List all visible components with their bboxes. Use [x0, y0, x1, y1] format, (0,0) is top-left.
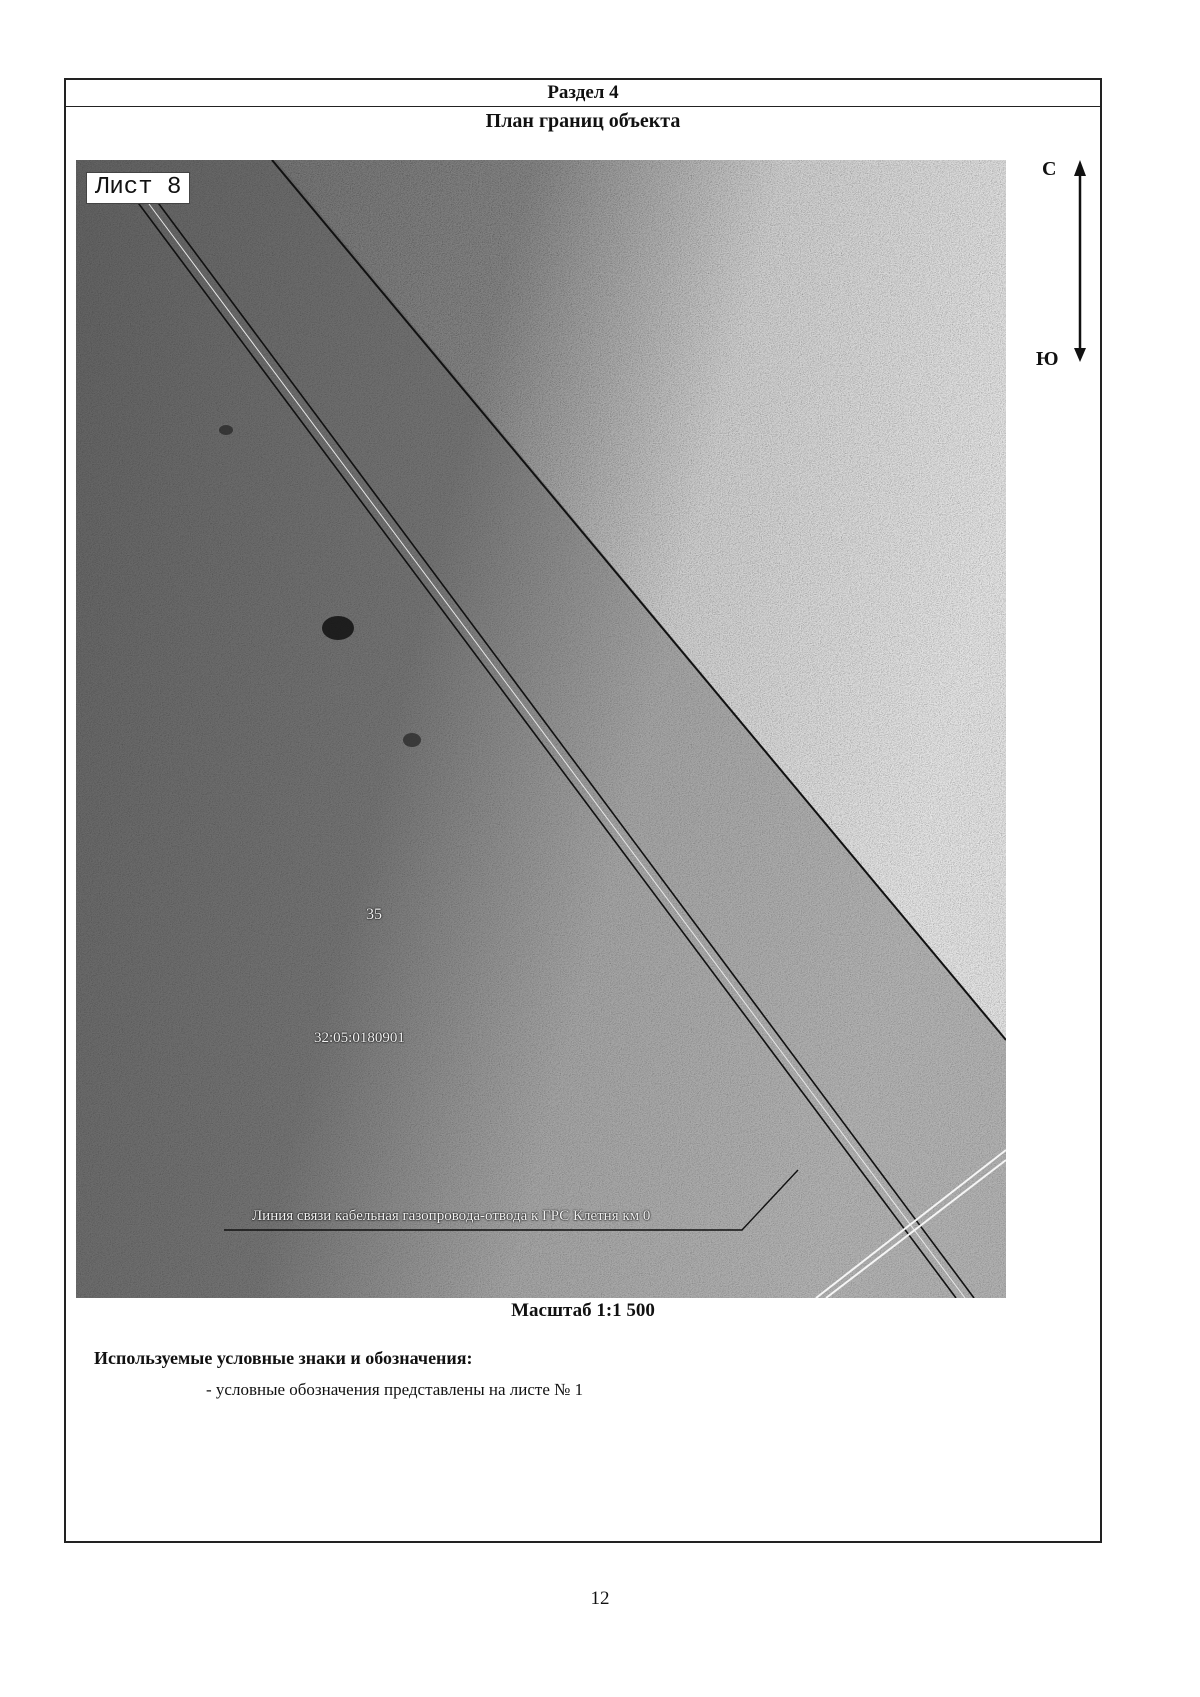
north-letter: С: [1042, 158, 1057, 180]
parcel-number: 35: [366, 906, 382, 923]
north-arrow-icon: [1038, 158, 1098, 368]
aerial-map: [76, 160, 1006, 1298]
cable-line-label: Линия связи кабельная газопровода-отвода к ГРС Клетня км 0: [252, 1208, 651, 1224]
south-letter: Ю: [1036, 348, 1059, 370]
scale-label: Масштаб 1:1 500: [511, 1300, 655, 1321]
section-header: Раздел 4: [66, 80, 1100, 107]
sheet-label: Лист 8: [86, 172, 190, 204]
plan-title: План границ объекта: [485, 110, 681, 132]
map-graphic: [76, 160, 1006, 1298]
north-arrow: [1038, 158, 1098, 368]
legend-title: Используемые условные знаки и обозначения:: [94, 1348, 473, 1368]
cadastral-number: 32:05:0180901: [314, 1030, 405, 1046]
document-frame: [64, 78, 1102, 1543]
page-number: 12: [590, 1588, 610, 1609]
legend-item: - условные обозначения представлены на листе № 1: [206, 1380, 584, 1399]
